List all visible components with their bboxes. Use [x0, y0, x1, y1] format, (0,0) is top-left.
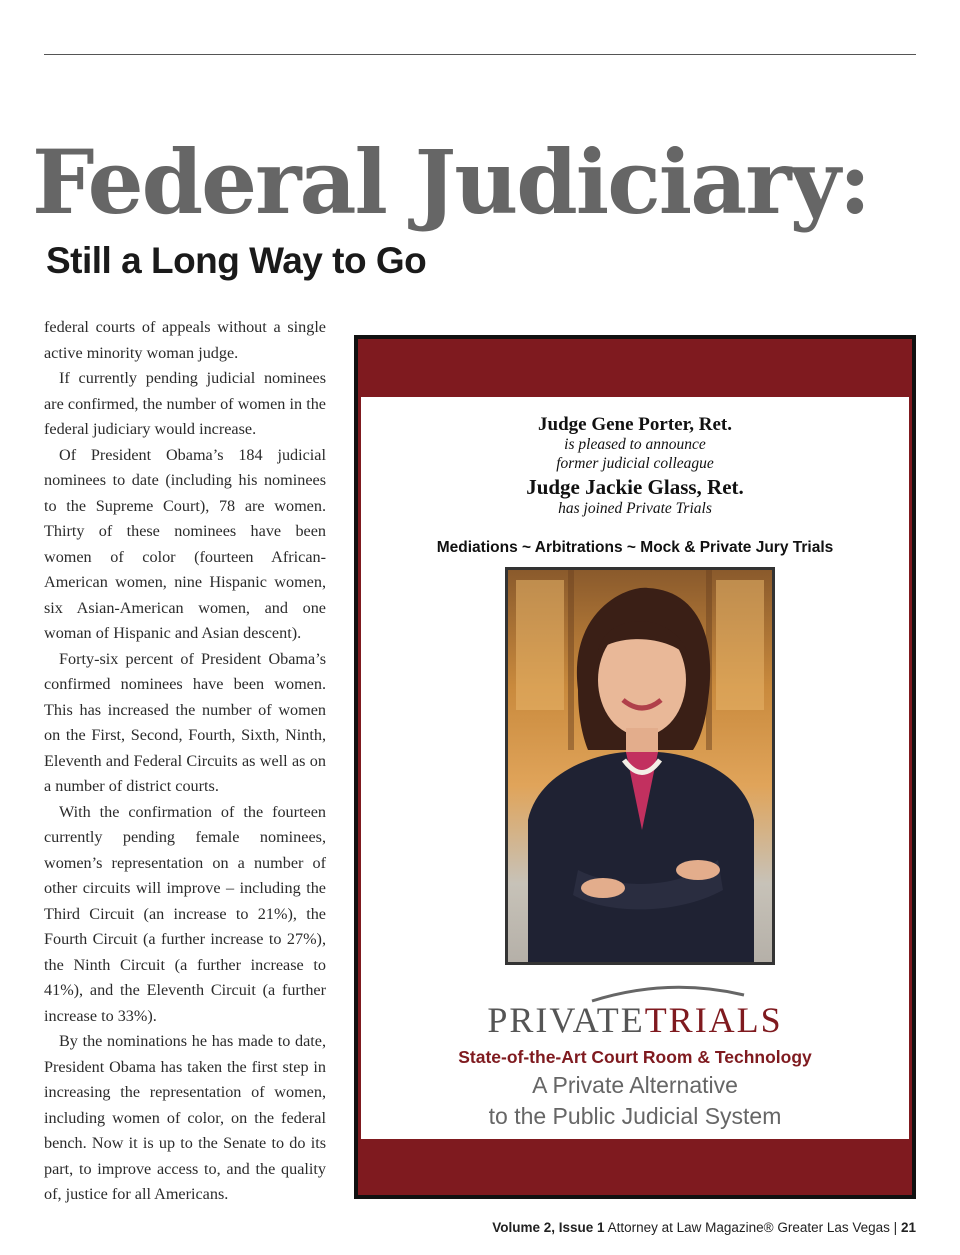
ad-top-band	[358, 339, 912, 397]
page-title: Federal Judiciary:	[32, 130, 870, 234]
logo-word-private: PRIVATE	[487, 1000, 645, 1040]
ad-tagline-alternative: A Private Alternative	[532, 1072, 738, 1098]
ad-tagline-technology: State-of-the-Art Court Room & Technology	[458, 1047, 812, 1067]
article-body	[44, 315, 326, 1208]
ad-featured-name: Judge Jackie Glass, Ret.	[526, 475, 744, 499]
ad-services: Mediations ~ Arbitrations ~ Mock & Private Jury Trials	[436, 539, 834, 556]
private-trials-advertisement	[354, 335, 916, 1199]
ad-joined-line: has joined Private Trials	[558, 500, 712, 517]
article-paragraph: federal courts of appeals without a single active minority woman judge.	[44, 318, 326, 362]
ad-tagline-system: to the Public Judicial System	[488, 1103, 782, 1129]
footer-magazine: Attorney at Law Magazine® Greater Las Vegas |	[607, 1220, 898, 1235]
footer-page-number: 21	[900, 1220, 916, 1235]
article-paragraph: If currently pending judicial nominees are confirmed, the number of women in the federal judiciary would increase.	[44, 369, 326, 438]
article-paragraph: By the nominations he has made to date, President Obama has taken the first step in increasing the representation of women, including women of color, on the federal bench. Now it is up to the Senate to do its part, to improve access to, and the quality of, justice for all Americans.	[44, 1032, 326, 1203]
judge-portrait-photo	[505, 567, 775, 965]
article-paragraph: With the confirmation of the fourteen currently pending female nominees, women’s representation on a number of other circuits will improve – including the Third Circuit (an increase to 21%), the Fourth Circuit (a further increase to 27%), the Ninth Circuit (a further increase to 41%), and the Eleventh Circuit (a further increase to 33%).	[44, 802, 326, 1025]
page-subtitle: Still a Long Way to Go	[46, 240, 427, 281]
ad-announcer-name: Judge Gene Porter, Ret.	[538, 414, 732, 435]
logo-word-trials: TRIALS	[644, 1000, 783, 1040]
ad-colleague-line: former judicial colleague	[556, 455, 714, 472]
footer-issue: Volume 2, Issue 1	[492, 1220, 605, 1235]
ad-announce-line: is pleased to announce	[564, 436, 706, 453]
article-paragraph: Of President Obama’s 184 judicial nominees to date (including his nominees to the Supreme Court), 78 are women. Thirty of these nominees have been women of color (fourteen African- American women, nine Hispanic women, six Asian-American women, and one woman of Hispanic and Asian descent).	[44, 445, 326, 642]
top-divider	[44, 54, 916, 55]
private-trials-logo	[358, 999, 912, 1041]
article-paragraph: Forty-six percent of President Obama’s confirmed nominees have been women. This has increased the number of women on the First, Second, Fourth, Sixth, Ninth, Eleventh and Federal Circuits as well as on a number of district courts.	[44, 649, 326, 795]
page-footer	[492, 1220, 916, 1235]
ad-bottom-band	[358, 1139, 912, 1195]
